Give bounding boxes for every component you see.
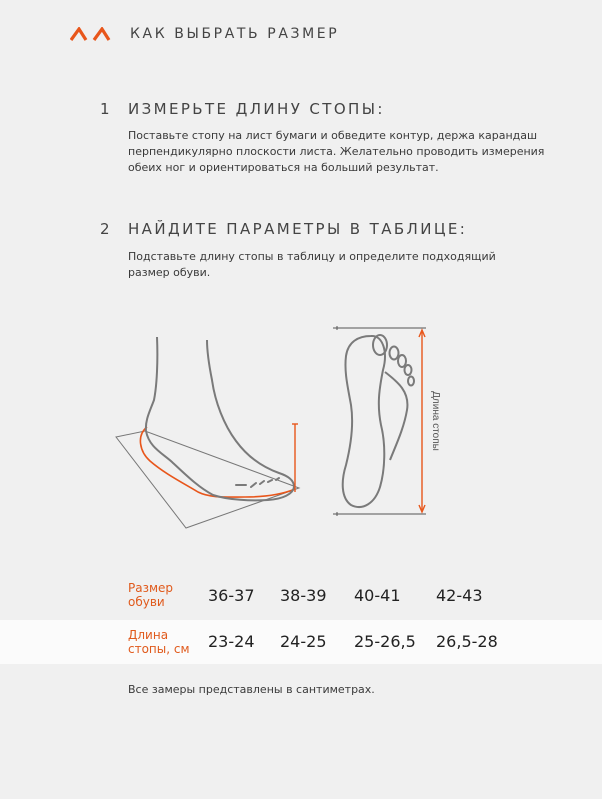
page-title: КАК ВЫБРАТЬ РАЗМЕР <box>130 26 340 42</box>
row-label-size: Размер обуви <box>128 581 174 609</box>
foot-side-view <box>146 337 294 500</box>
step-2-text <box>128 249 548 281</box>
brand-logo-icon <box>70 27 112 41</box>
footprint-outer-edge <box>385 372 407 460</box>
toe <box>390 347 399 360</box>
step-1-number: 1 <box>100 100 110 118</box>
step-2-title: НАЙДИТЕ ПАРАМЕТРЫ В ТАБЛИЦЕ: <box>128 220 468 238</box>
step-1-line: перпендикулярно плоскости листа. Желательно проводить измерения <box>128 145 545 158</box>
toes <box>236 478 279 487</box>
foot-measurement-illustration <box>0 320 602 535</box>
footnote: Все замеры представлены в сантиметрах. <box>128 683 375 696</box>
table-cell: 23-24 <box>208 632 255 651</box>
toe <box>398 355 406 367</box>
step-2-line: размер обуви. <box>128 266 211 279</box>
table-cell: 26,5-28 <box>436 632 498 651</box>
big-toe <box>373 335 387 355</box>
table-cell: 24-25 <box>280 632 327 651</box>
step-1-text <box>128 128 548 176</box>
toe <box>408 377 414 386</box>
footprint-sole <box>343 336 385 507</box>
table-row-size <box>0 575 602 619</box>
table-cell: 25-26,5 <box>354 632 416 651</box>
row-label-length: Длина стопы, см <box>128 628 190 656</box>
table-cell: 38-39 <box>280 586 327 605</box>
table-cell: 36-37 <box>208 586 255 605</box>
toe <box>405 365 412 375</box>
foot-length-label: Длина стопы <box>430 391 441 451</box>
step-2-line: Подставьте длину стопы в таблицу и определите подходящий <box>128 250 496 263</box>
step-1-line: обеих ног и ориентироваться на больший результат. <box>128 161 439 174</box>
table-cell: 42-43 <box>436 586 483 605</box>
step-1-line: Поставьте стопу на лист бумаги и обведите контур, держа карандаш <box>128 129 538 142</box>
step-2-number: 2 <box>100 220 110 238</box>
step-1-title: ИЗМЕРЬТЕ ДЛИНУ СТОПЫ: <box>128 100 385 118</box>
table-row-length <box>0 620 602 664</box>
table-cell: 40-41 <box>354 586 401 605</box>
